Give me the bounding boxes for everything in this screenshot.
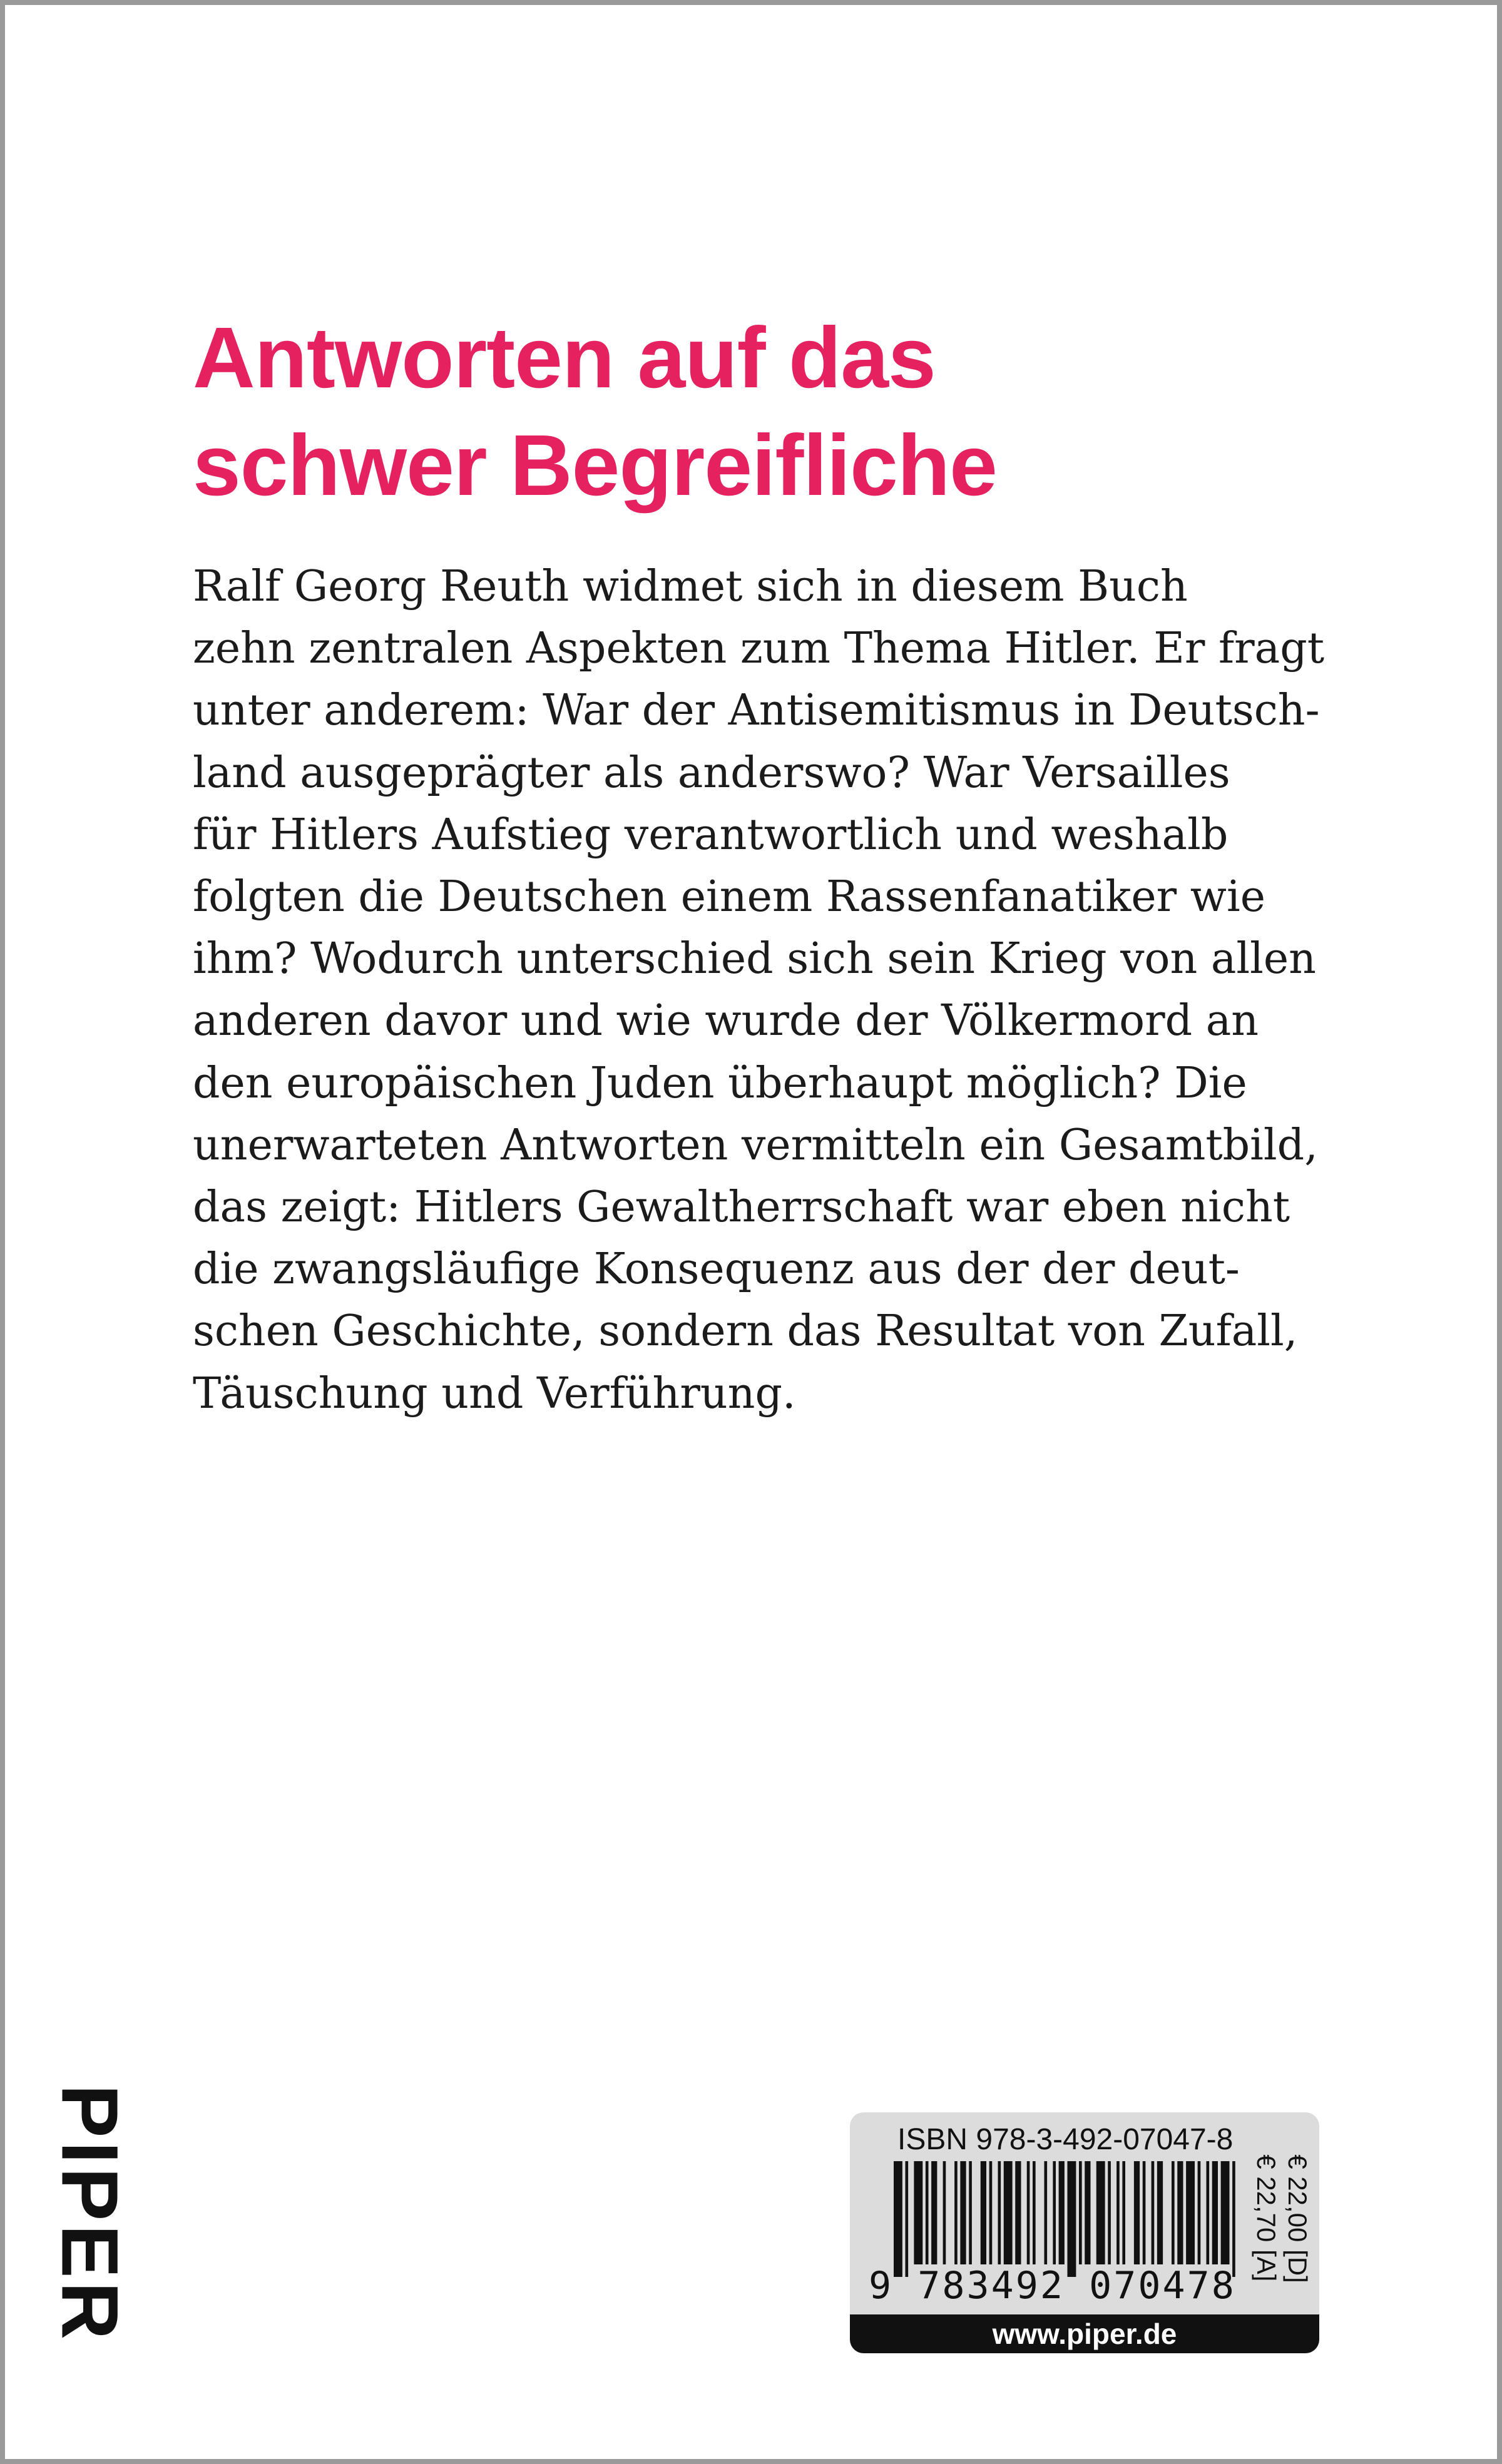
blurb-line: folgten die Deutschen einem Rassenfanatiker wie: [193, 872, 1265, 922]
isbn-label: ISBN 978-3-492-07047-8: [897, 2123, 1234, 2156]
blurb-line: die zwangsläufige Konsequenz aus der der deut-: [193, 1245, 1240, 1295]
blurb-line: für Hitlers Aufstieg verantwortlich und weshalb: [193, 810, 1229, 860]
blurb-line: unter anderem: War der Antisemitismus in Deutsch-: [193, 686, 1320, 736]
barcode-bar: [926, 2161, 929, 2264]
barcode-bar: [1059, 2161, 1065, 2264]
blurb-line: ihm? Wodurch unterschied sich sein Krieg von allen: [193, 934, 1316, 984]
blurb-line: das zeigt: Hitlers Gewaltherrschaft war eben nicht: [193, 1183, 1290, 1233]
barcode-bar: [998, 2161, 1001, 2264]
publisher-logo: [44, 2070, 135, 2358]
barcode-bar: [1079, 2161, 1082, 2264]
blurb-line: anderen davor und wie wurde der Völkermord an: [193, 996, 1259, 1046]
barcode-bar: [1027, 2161, 1030, 2264]
barcode-bar: [1134, 2161, 1140, 2264]
barcode-bar: [1045, 2161, 1048, 2264]
barcode-bar: [981, 2161, 986, 2264]
barcode-bar: [1015, 2161, 1021, 2264]
blurb-line: unerwarteten Antworten vermitteln ein Gesamtbild,: [193, 1120, 1318, 1170]
barcode-bar: [1033, 2161, 1036, 2264]
barcode-bar: [969, 2161, 972, 2264]
barcode-bar: [1186, 2161, 1195, 2264]
barcode-digits: 9 783492 070478: [869, 2264, 1236, 2308]
website-bar[interactable]: [850, 2314, 1319, 2353]
blurb-line: den europäischen Juden überhaupt möglich? Die: [193, 1058, 1247, 1108]
barcode-bar: [1232, 2161, 1235, 2277]
price-de: € 22,00 [D]: [1283, 2154, 1312, 2283]
barcode-bar: [989, 2161, 993, 2264]
barcode-bar: [1157, 2161, 1163, 2264]
barcode-bar: [1085, 2161, 1090, 2264]
blurb-line: schen Geschichte, sondern das Resultat von Zufall,: [193, 1306, 1298, 1357]
blurb-line: land ausgeprägter als anderswo? War Versailles: [193, 748, 1230, 798]
barcode-bar: [1053, 2161, 1056, 2264]
barcode-bar: [1172, 2161, 1175, 2264]
barcode-bar: [1221, 2161, 1230, 2264]
headline: [193, 304, 1382, 519]
barcode-bar: [1198, 2161, 1201, 2264]
barcode-bar: [1207, 2161, 1210, 2264]
barcode-bar: [943, 2161, 946, 2264]
barcode-bar: [931, 2161, 937, 2264]
blurb-line: zehn zentralen Aspekten zum Thema Hitler. Er fragt: [193, 624, 1325, 674]
barcode-bar: [1143, 2161, 1146, 2264]
barcode-bar: [1068, 2161, 1076, 2277]
publisher-logo-text: PIPER: [44, 2084, 135, 2344]
barcode-bar: [1152, 2161, 1155, 2264]
barcode-icon: [894, 2161, 1241, 2277]
price-block: [1250, 2125, 1313, 2313]
blurb-line: Ralf Georg Reuth widmet sich in diesem Buch: [193, 562, 1188, 611]
website-link[interactable]: www.piper.de: [992, 2318, 1177, 2350]
barcode-bar: [1212, 2161, 1218, 2264]
barcode-panel: [850, 2112, 1319, 2353]
barcode-bar: [960, 2161, 966, 2264]
headline-line: schwer Begreifliche: [193, 417, 997, 514]
headline-line: Antworten auf das: [193, 310, 936, 406]
price-at: € 22,70 [A]: [1252, 2154, 1281, 2282]
barcode-bar: [1096, 2161, 1105, 2264]
barcode-bar: [1108, 2161, 1111, 2264]
barcode-bar: [914, 2161, 922, 2264]
blurb-line: Täuschung und Verführung.: [193, 1368, 796, 1418]
barcode-bar: [906, 2161, 909, 2277]
barcode-bar: [1177, 2161, 1183, 2264]
blurb-text: [193, 556, 1332, 1425]
barcode-bar: [1122, 2161, 1125, 2264]
barcode-bar: [1116, 2161, 1120, 2264]
barcode-bar: [894, 2161, 902, 2277]
barcode-bar: [954, 2161, 958, 2264]
barcode-bar: [1004, 2161, 1013, 2264]
